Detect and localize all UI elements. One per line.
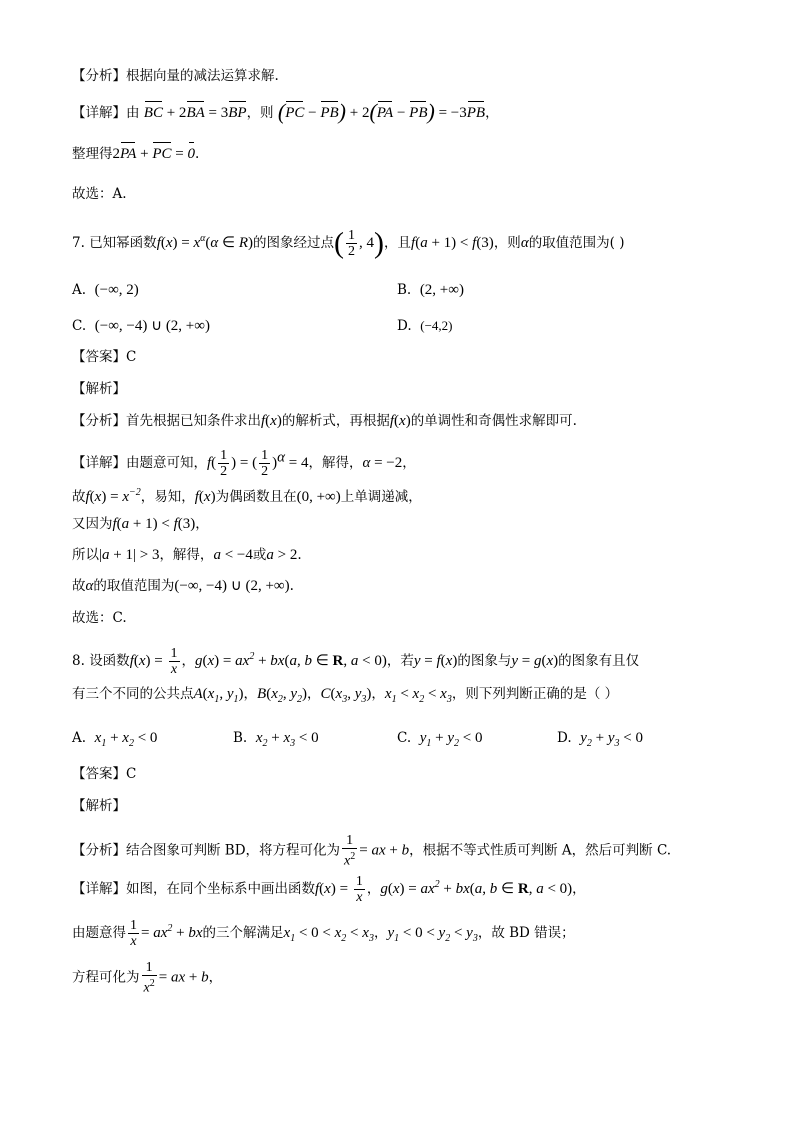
option-label: C. (397, 730, 412, 746)
answer-value: C (126, 766, 137, 782)
q7-line-fan: 故α的取值范围为(−∞, −4) ∪ (2, +∞). (72, 578, 294, 594)
text: 所以 (72, 547, 99, 563)
question-8-line-2: 有三个不同的公共点$A(x_1$, $y_1$)，$B(x_2$, $y_2$)，$C(x_3$, $y_3$)，$x_1 < x_2 < x_3$，则下列判断正确的是（ ） (72, 686, 619, 705)
analysis-text: 根据向量的减法运算求解. (126, 68, 279, 84)
q8-jiexi (72, 797, 126, 815)
q7-option-b[interactable]: B. (2, +∞) (397, 282, 464, 298)
text: 或 (252, 547, 267, 563)
inequality: f(a + 1) < f(3) (411, 235, 494, 251)
text: ，则 (493, 235, 521, 251)
q8-line-fang: 方程可化为 $\frac{1}{x^2}$ = ax + b， (72, 960, 223, 996)
detail-tag: 【详解】 (72, 455, 126, 471)
text: ，故 BD 错误； (477, 925, 575, 941)
text: 有三个不同的公共点 (72, 686, 194, 702)
q8-option-d[interactable]: D. $y_2 + y_3 < 0$ (557, 730, 644, 749)
q7-line-suo: 所以|a + 1| > 3，解得，a < −4或a > 2. (72, 547, 302, 563)
text: ，则下列判断正确的是（ ） (451, 686, 619, 702)
option-label: B. (233, 730, 248, 746)
analysis-tag: 【分析】 (72, 413, 126, 429)
text: 的单调性和奇偶性求解即可. (410, 413, 577, 429)
answer-tag: 【答案】 (72, 766, 126, 782)
text: 故 (72, 489, 86, 505)
q8-option-b[interactable]: B. $x_2 + x_3 < 0$ (233, 730, 319, 749)
text: ，且 (384, 235, 412, 251)
text: ，根据不等式性质可判断 A，然后可判断 C. (409, 842, 672, 859)
question-number: 8. (72, 653, 85, 669)
vector-equation: BC + 2BA = 3BP (143, 105, 247, 121)
q7-option-d[interactable]: D. (−4,2) (397, 318, 453, 334)
answer-value: C (126, 349, 137, 365)
option-label: B. (397, 282, 412, 298)
answer-tag: 【答案】 (72, 349, 126, 365)
text: 又因为 (72, 516, 113, 532)
q7-analysis: 【分析】首先根据已知条件求出f(x)的解析式，再根据f(x)的单调性和奇偶性求解即可. (72, 413, 577, 429)
jiexi-tag: 【解析】 (72, 381, 126, 397)
option-label: A. (72, 730, 87, 746)
text: 故 (72, 578, 86, 594)
detail-tag: 【详解】 (72, 881, 126, 897)
text: 的图象有且仅 (558, 653, 640, 669)
detail-line-2 (72, 145, 199, 163)
q7-detail: 【详解】由题意可知，f( $\frac{1}{2}$ ) = ( $\frac{1}{2}$ )$^\alpha$ = 4，解得，α = −2， (72, 448, 416, 479)
question-8-line-1: 8. 设函数f(x) = $\frac{1}{x}$ ，$g(x) = ax^2 + bx(a$, b ∈ R, a < 0)，若y = f(x)的图象与y = g(x)的图象有且仅 (72, 646, 640, 677)
text: 由 (126, 105, 140, 121)
text: 由题意可知， (126, 455, 207, 471)
q7-option-a[interactable]: A. (−∞, 2) (72, 282, 139, 298)
q7-line-xuan (72, 609, 127, 627)
q7-option-c[interactable]: C. (−∞, −4) ∪ (2, +∞) (72, 318, 210, 334)
text: 结合图象可判断 BD，将方程可化为 (126, 842, 341, 859)
choice-text: 故选：C. (72, 610, 127, 626)
text: ，若 (386, 653, 414, 669)
text: 的取值范围为( ) (528, 235, 625, 251)
text: 的三个解满足 (202, 925, 284, 941)
q8-analysis: 【分析】结合图象可判断 BD，将方程可化为 $\frac{1}{x^2}$ = ax + b，根据不等式性质可判断 A，然后可判断 C. (72, 833, 672, 869)
vector-expression: (PC − PB) + 2(PA − PB) = −3PB (277, 99, 486, 124)
vector-result: 2PA + PC = 0 (112, 146, 196, 162)
text: 首先根据已知条件求出 (126, 413, 261, 429)
text: 已知幂函数 (89, 235, 157, 251)
text: ，解得， (159, 547, 214, 563)
text: 整理得 (72, 146, 113, 162)
option-label: D. (397, 318, 412, 334)
analysis-line-1 (72, 67, 279, 85)
text: 的解析式，再根据 (281, 413, 390, 429)
power-function: $f(x) = x^\alpha(\alpha$ ∈ R) (156, 233, 254, 251)
choice-text: 故选：A. (72, 186, 127, 202)
question-7: 7. 已知幂函数$f(x) = x^\alpha(\alpha$ ∈ R)的图象经过点( $\frac{1}{2}$ , 4)，且f(a + 1) < f(3)，则α的取值范围为( ) (72, 226, 625, 260)
text: 上单调递减， (340, 489, 422, 505)
q8-answer (72, 765, 136, 783)
text: 为偶函数且在 (215, 489, 297, 505)
text: 的图象与 (457, 653, 512, 669)
detail-tag: 【详解】 (72, 105, 126, 121)
option-label: C. (72, 318, 87, 334)
text: ，易知， (140, 489, 195, 505)
text: ， (485, 105, 499, 121)
q8-detail: 【详解】如图，在同个坐标系中画出函数f(x) = $\frac{1}{x}$ ，$g(x) = ax^2 + bx(a$, b ∈ R, a < 0)， (72, 874, 586, 905)
q8-option-a[interactable]: A. $x_1 + x_2 < 0$ (72, 730, 158, 749)
text: ，解得， (308, 455, 363, 471)
q7-line-you: 又因为f(a + 1) < f(3)， (72, 516, 209, 532)
q7-line-gu: 故$f(x) = x^{-2}$，易知，f(x)为偶函数且在(0, +∞)上单调递减， (72, 487, 422, 505)
text: 方程可化为 (72, 969, 140, 986)
text: 由题意得 (72, 925, 126, 941)
text: 如图，在同个坐标系中画出函数 (126, 881, 315, 897)
analysis-tag: 【分析】 (72, 842, 126, 859)
q7-answer (72, 348, 136, 366)
q7-jiexi (72, 380, 126, 398)
text: . (195, 146, 200, 162)
question-number: 7. (72, 235, 85, 251)
jiexi-tag: 【解析】 (72, 798, 126, 814)
analysis-tag: 【分析】 (72, 68, 126, 84)
q8-option-c[interactable]: C. $y_1 + y_2 < 0$ (397, 730, 483, 749)
option-label: D. (557, 730, 572, 746)
text: 设函数 (89, 653, 130, 669)
text: 的图象经过点 (253, 235, 335, 251)
option-label: A. (72, 282, 87, 298)
q8-line-you: 由题意得 $\frac{1}{x}$ = $ax^2$ + bx的三个解满足$x_1 < 0 < x_2 < x_3$，$y_1 < 0 < y_2 < y_3$，故 BD 错误； (72, 918, 575, 949)
choice-line (72, 185, 127, 203)
text: ，则 (246, 105, 274, 121)
text: 的取值范围为 (93, 578, 175, 594)
fraction-half: $\frac{1}{2}$ (348, 228, 356, 259)
detail-line-1 (72, 99, 499, 124)
